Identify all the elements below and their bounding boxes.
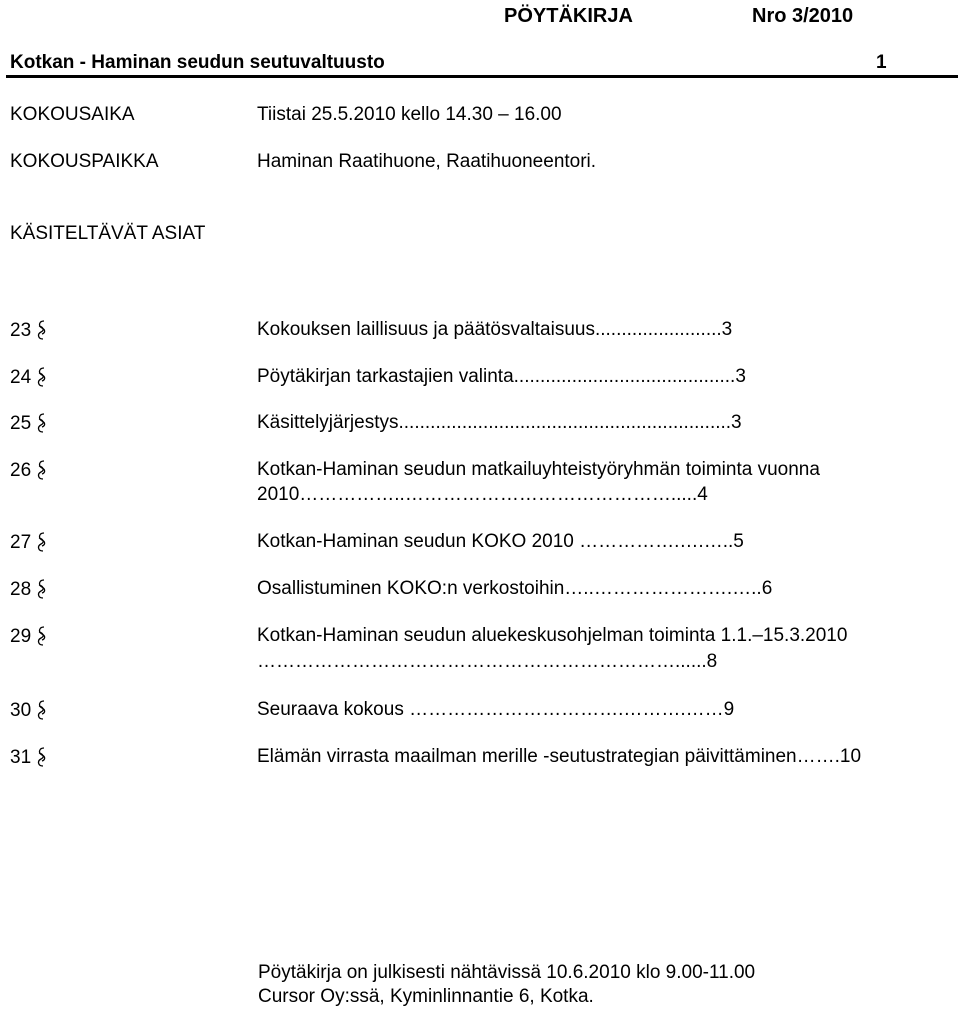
- agenda-item-number: 29: [10, 625, 46, 648]
- footer-notice-line1: Pöytäkirja on julkisesti nähtävissä 10.6.2010 klo 9.00-11.00: [258, 962, 756, 983]
- section-sign-icon: [37, 625, 46, 647]
- agenda-item-number: 26: [10, 459, 46, 482]
- agenda-item-number: 28: [10, 578, 46, 601]
- agenda-item-title-continued: 2010……………..…………………………………….....4: [257, 484, 708, 505]
- agenda-item-title: Kokouksen laillisuus ja päätösvaltaisuus........................3: [257, 319, 733, 340]
- agenda-item-number: 23: [10, 319, 46, 342]
- meeting-place-value: Haminan Raatihuone, Raatihuoneentori.: [257, 151, 597, 172]
- agenda-item-number: 25: [10, 412, 46, 435]
- section-sign-icon: [37, 531, 46, 553]
- footer-notice-line2: Cursor Oy:ssä, Kyminlinnantie 6, Kotka.: [258, 986, 594, 1007]
- page-number: 1: [876, 52, 887, 73]
- section-sign-icon: [37, 746, 46, 768]
- meeting-time-label: KOKOUSAIKA: [10, 104, 135, 125]
- document-type: PÖYTÄKIRJA: [504, 5, 633, 27]
- agenda-item-number: 31: [10, 746, 46, 769]
- meeting-place-label: KOKOUSPAIKKA: [10, 151, 159, 172]
- agenda-item-title: Pöytäkirjan tarkastajien valinta..........................................3: [257, 366, 746, 387]
- header-rule: [6, 75, 958, 78]
- section-sign-icon: [37, 412, 46, 434]
- document-number: Nro 3/2010: [752, 5, 854, 27]
- agenda-item-number: 24: [10, 366, 46, 389]
- agenda-item-title-continued: …………………………………………………………......8: [257, 651, 718, 672]
- agenda-item-title: Kotkan-Haminan seudun KOKO 2010 …………….….…..5: [257, 531, 744, 552]
- section-sign-icon: [37, 459, 46, 481]
- agenda-item-title: Kotkan-Haminan seudun matkailuyhteistyöryhmän toiminta vuonna: [257, 459, 820, 480]
- agenda-item-number: 30: [10, 699, 46, 722]
- section-sign-icon: [37, 366, 46, 388]
- section-sign-icon: [37, 578, 46, 600]
- organization-name: Kotkan - Haminan seudun seutuvaltuusto: [10, 52, 385, 73]
- section-sign-icon: [37, 699, 46, 721]
- agenda-heading: KÄSITELTÄVÄT ASIAT: [10, 223, 206, 244]
- agenda-item-title: Seuraava kokous …………………………….……….……9: [257, 699, 735, 720]
- meeting-time-value: Tiistai 25.5.2010 kello 14.30 – 16.00: [257, 104, 562, 125]
- agenda-item-number: 27: [10, 531, 46, 554]
- section-sign-icon: [37, 319, 46, 341]
- agenda-item-title: Kotkan-Haminan seudun aluekeskusohjelman toiminta 1.1.–15.3.2010: [257, 625, 848, 646]
- agenda-item-title: Osallistuminen KOKO:n verkostoihin…..………………….…..6: [257, 578, 773, 599]
- agenda-item-title: Käsittelyjärjestys...............................................................3: [257, 412, 742, 433]
- agenda-item-title: Elämän virrasta maailman merille -seutustrategian päivittäminen…….10: [257, 746, 862, 767]
